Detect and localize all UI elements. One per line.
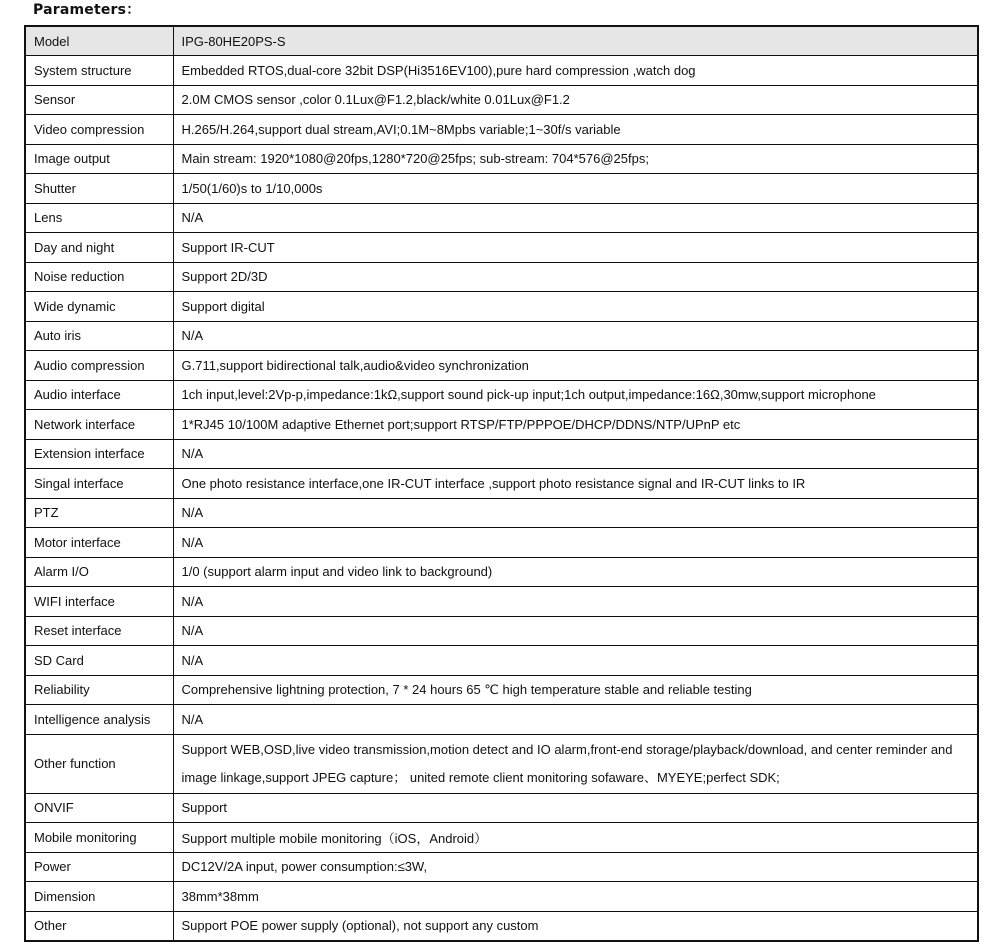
- parameter-name-cell: Auto iris: [25, 321, 173, 351]
- table-row: [25, 852, 978, 882]
- parameter-name-cell: WIFI interface: [25, 587, 173, 617]
- parameters-table-body: [25, 26, 978, 941]
- parameter-name-cell: Motor interface: [25, 528, 173, 558]
- table-row: [25, 203, 978, 233]
- table-row: [25, 734, 978, 793]
- parameter-name-cell: Wide dynamic: [25, 292, 173, 322]
- parameter-name-cell: Video compression: [25, 115, 173, 145]
- table-row: [25, 705, 978, 735]
- table-row: [25, 616, 978, 646]
- parameter-name-cell: System structure: [25, 56, 173, 86]
- parameter-value-cell: Support POE power supply (optional), not support any custom: [173, 911, 978, 941]
- parameter-value-cell: N/A: [173, 587, 978, 617]
- parameter-value-cell: N/A: [173, 203, 978, 233]
- parameter-value-cell: H.265/H.264,support dual stream,AVI;0.1M~8Mpbs variable;1~30f/s variable: [173, 115, 978, 145]
- parameter-value-cell: Support IR-CUT: [173, 233, 978, 263]
- parameter-name-cell: Image output: [25, 144, 173, 174]
- table-row: [25, 528, 978, 558]
- parameter-value-cell: IPG-80HE20PS-S: [173, 26, 978, 56]
- parameter-name-cell: Model: [25, 26, 173, 56]
- table-row: [25, 882, 978, 912]
- parameter-name-cell: Shutter: [25, 174, 173, 204]
- parameter-name-cell: Extension interface: [25, 439, 173, 469]
- table-row: [25, 823, 978, 853]
- parameters-table: [24, 25, 979, 942]
- parameter-value-cell: One photo resistance interface,one IR-CUT interface ,support photo resistance signal and IR-CUT links to IR: [173, 469, 978, 499]
- parameter-value-cell: Support multiple mobile monitoring（iOS，Android）: [173, 823, 978, 853]
- parameter-name-cell: Reliability: [25, 675, 173, 705]
- table-row: [25, 439, 978, 469]
- parameter-value-cell: N/A: [173, 705, 978, 735]
- parameter-value-cell: N/A: [173, 321, 978, 351]
- table-row: [25, 675, 978, 705]
- table-row: [25, 321, 978, 351]
- parameter-name-cell: Alarm I/O: [25, 557, 173, 587]
- table-row: [25, 233, 978, 263]
- parameter-value-cell: Support: [173, 793, 978, 823]
- parameter-value-cell: N/A: [173, 498, 978, 528]
- parameter-name-cell: ONVIF: [25, 793, 173, 823]
- parameter-value-cell: Support digital: [173, 292, 978, 322]
- parameter-value-cell: N/A: [173, 646, 978, 676]
- parameter-value-cell: N/A: [173, 616, 978, 646]
- table-row: [25, 498, 978, 528]
- parameter-name-cell: Sensor: [25, 85, 173, 115]
- parameter-name-cell: Lens: [25, 203, 173, 233]
- table-row: [25, 911, 978, 941]
- parameter-value-cell: N/A: [173, 528, 978, 558]
- parameter-name-cell: Intelligence analysis: [25, 705, 173, 735]
- parameter-name-cell: Singal interface: [25, 469, 173, 499]
- parameter-name-cell: Network interface: [25, 410, 173, 440]
- parameter-value-cell: 1/50(1/60)s to 1/10,000s: [173, 174, 978, 204]
- parameter-name-cell: Reset interface: [25, 616, 173, 646]
- table-row: [25, 174, 978, 204]
- parameter-name-cell: Other: [25, 911, 173, 941]
- parameter-value-cell: 38mm*38mm: [173, 882, 978, 912]
- parameter-value-cell: Comprehensive lightning protection, 7 * 24 hours 65 ℃ high temperature stable and reliable testing: [173, 675, 978, 705]
- parameter-value-cell: N/A: [173, 439, 978, 469]
- parameter-value-cell: Support WEB,OSD,live video transmission,motion detect and IO alarm,front-end storage/playback/download, and center reminder and image linkage,support JPEG capture； united remote client monitoring sofaware、MYEYE;perfect SDK;: [173, 734, 978, 793]
- parameter-name-cell: Dimension: [25, 882, 173, 912]
- parameter-value-cell: 1/0 (support alarm input and video link to background): [173, 557, 978, 587]
- table-row: [25, 587, 978, 617]
- table-row: [25, 262, 978, 292]
- parameter-name-cell: Power: [25, 852, 173, 882]
- parameter-name-cell: Audio compression: [25, 351, 173, 381]
- parameter-value-cell: DC12V/2A input, power consumption:≤3W,: [173, 852, 978, 882]
- parameter-value-cell: 2.0M CMOS sensor ,color 0.1Lux@F1.2,black/white 0.01Lux@F1.2: [173, 85, 978, 115]
- table-row: [25, 144, 978, 174]
- table-row: [25, 56, 978, 86]
- parameter-value-cell: 1ch input,level:2Vp-p,impedance:1kΩ,support sound pick-up input;1ch output,impedance:16Ω,30mw,support microphone: [173, 380, 978, 410]
- parameter-value-cell: G.711,support bidirectional talk,audio&video synchronization: [173, 351, 978, 381]
- table-row: [25, 469, 978, 499]
- table-row: [25, 292, 978, 322]
- parameter-name-cell: PTZ: [25, 498, 173, 528]
- table-row: [25, 26, 978, 56]
- table-row: [25, 115, 978, 145]
- parameter-name-cell: Day and night: [25, 233, 173, 263]
- parameter-value-cell: Support 2D/3D: [173, 262, 978, 292]
- parameters-heading: Parameters：: [33, 2, 141, 18]
- parameter-value-cell: Embedded RTOS,dual-core 32bit DSP(Hi3516EV100),pure hard compression ,watch dog: [173, 56, 978, 86]
- table-row: [25, 410, 978, 440]
- parameter-value-cell: Main stream: 1920*1080@20fps,1280*720@25fps; sub-stream: 704*576@25fps;: [173, 144, 978, 174]
- parameter-value-cell: 1*RJ45 10/100M adaptive Ethernet port;support RTSP/FTP/PPPOE/DHCP/DDNS/NTP/UPnP etc: [173, 410, 978, 440]
- table-row: [25, 557, 978, 587]
- parameter-name-cell: Mobile monitoring: [25, 823, 173, 853]
- table-row: [25, 351, 978, 381]
- table-row: [25, 646, 978, 676]
- table-row: [25, 85, 978, 115]
- parameter-name-cell: SD Card: [25, 646, 173, 676]
- parameter-name-cell: Noise reduction: [25, 262, 173, 292]
- parameter-name-cell: Audio interface: [25, 380, 173, 410]
- table-row: [25, 793, 978, 823]
- table-row: [25, 380, 978, 410]
- parameter-name-cell: Other function: [25, 734, 173, 793]
